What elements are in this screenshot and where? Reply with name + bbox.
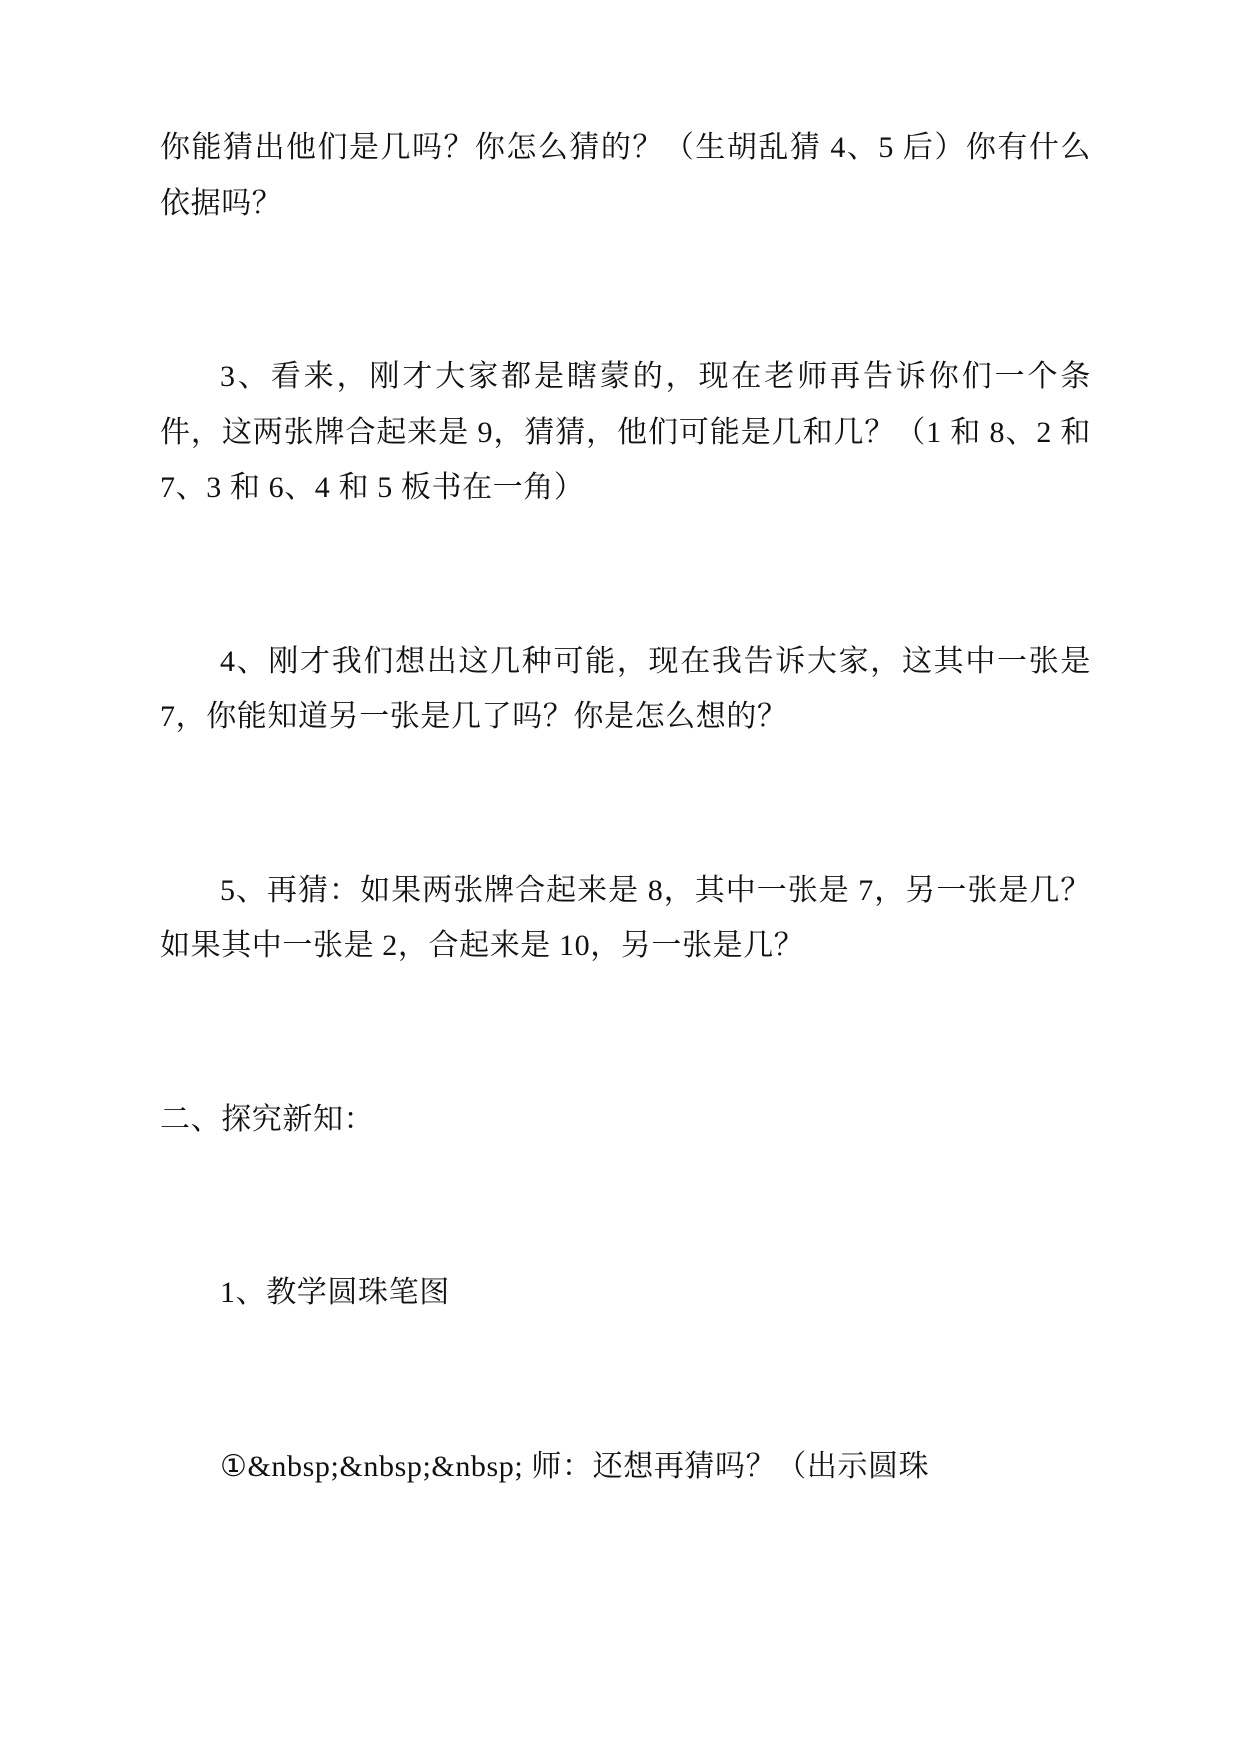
paragraph-item-3: 3、看来，刚才大家都是瞎蒙的，现在老师再告诉你们一个条件，这两张牌合起来是 9，猜猜，他们可能是几和几？（1 和 8、2 和 7、3 和 6、4 和 5 板书在一角） xyxy=(160,360,1091,504)
paragraph-spacer xyxy=(160,1147,1091,1265)
paragraph-spacer xyxy=(160,974,1091,1092)
paragraph-guess-intro: 你能猜出他们是几吗？你怎么猜的？（生胡乱猜 4、5 后）你有什么依据吗？ xyxy=(160,131,1091,220)
paragraph-spacer xyxy=(160,1321,1091,1439)
paragraph-item-4: 4、刚才我们想出这几种可能，现在我告诉大家，这其中一张是 7，你能知道另一张是几了吗？你是怎么想的？ xyxy=(160,644,1091,733)
document-body xyxy=(160,120,1091,1494)
paragraph-spacer xyxy=(160,231,1091,349)
paragraph-sub-item-1: 1、教学圆珠笔图 xyxy=(220,1276,450,1309)
paragraph-spacer xyxy=(160,745,1091,863)
paragraph-spacer xyxy=(160,516,1091,634)
paragraph-item-5: 5、再猜：如果两张牌合起来是 8，其中一张是 7，另一张是几？如果其中一张是 2，合起来是 10，另一张是几？ xyxy=(160,873,1091,962)
paragraph-section-heading-2: 二、探究新知： xyxy=(160,1102,375,1136)
paragraph-sub-item-1a: ①&nbsp;&nbsp;&nbsp; 师：还想再猜吗？（出示圆珠 xyxy=(220,1449,930,1483)
